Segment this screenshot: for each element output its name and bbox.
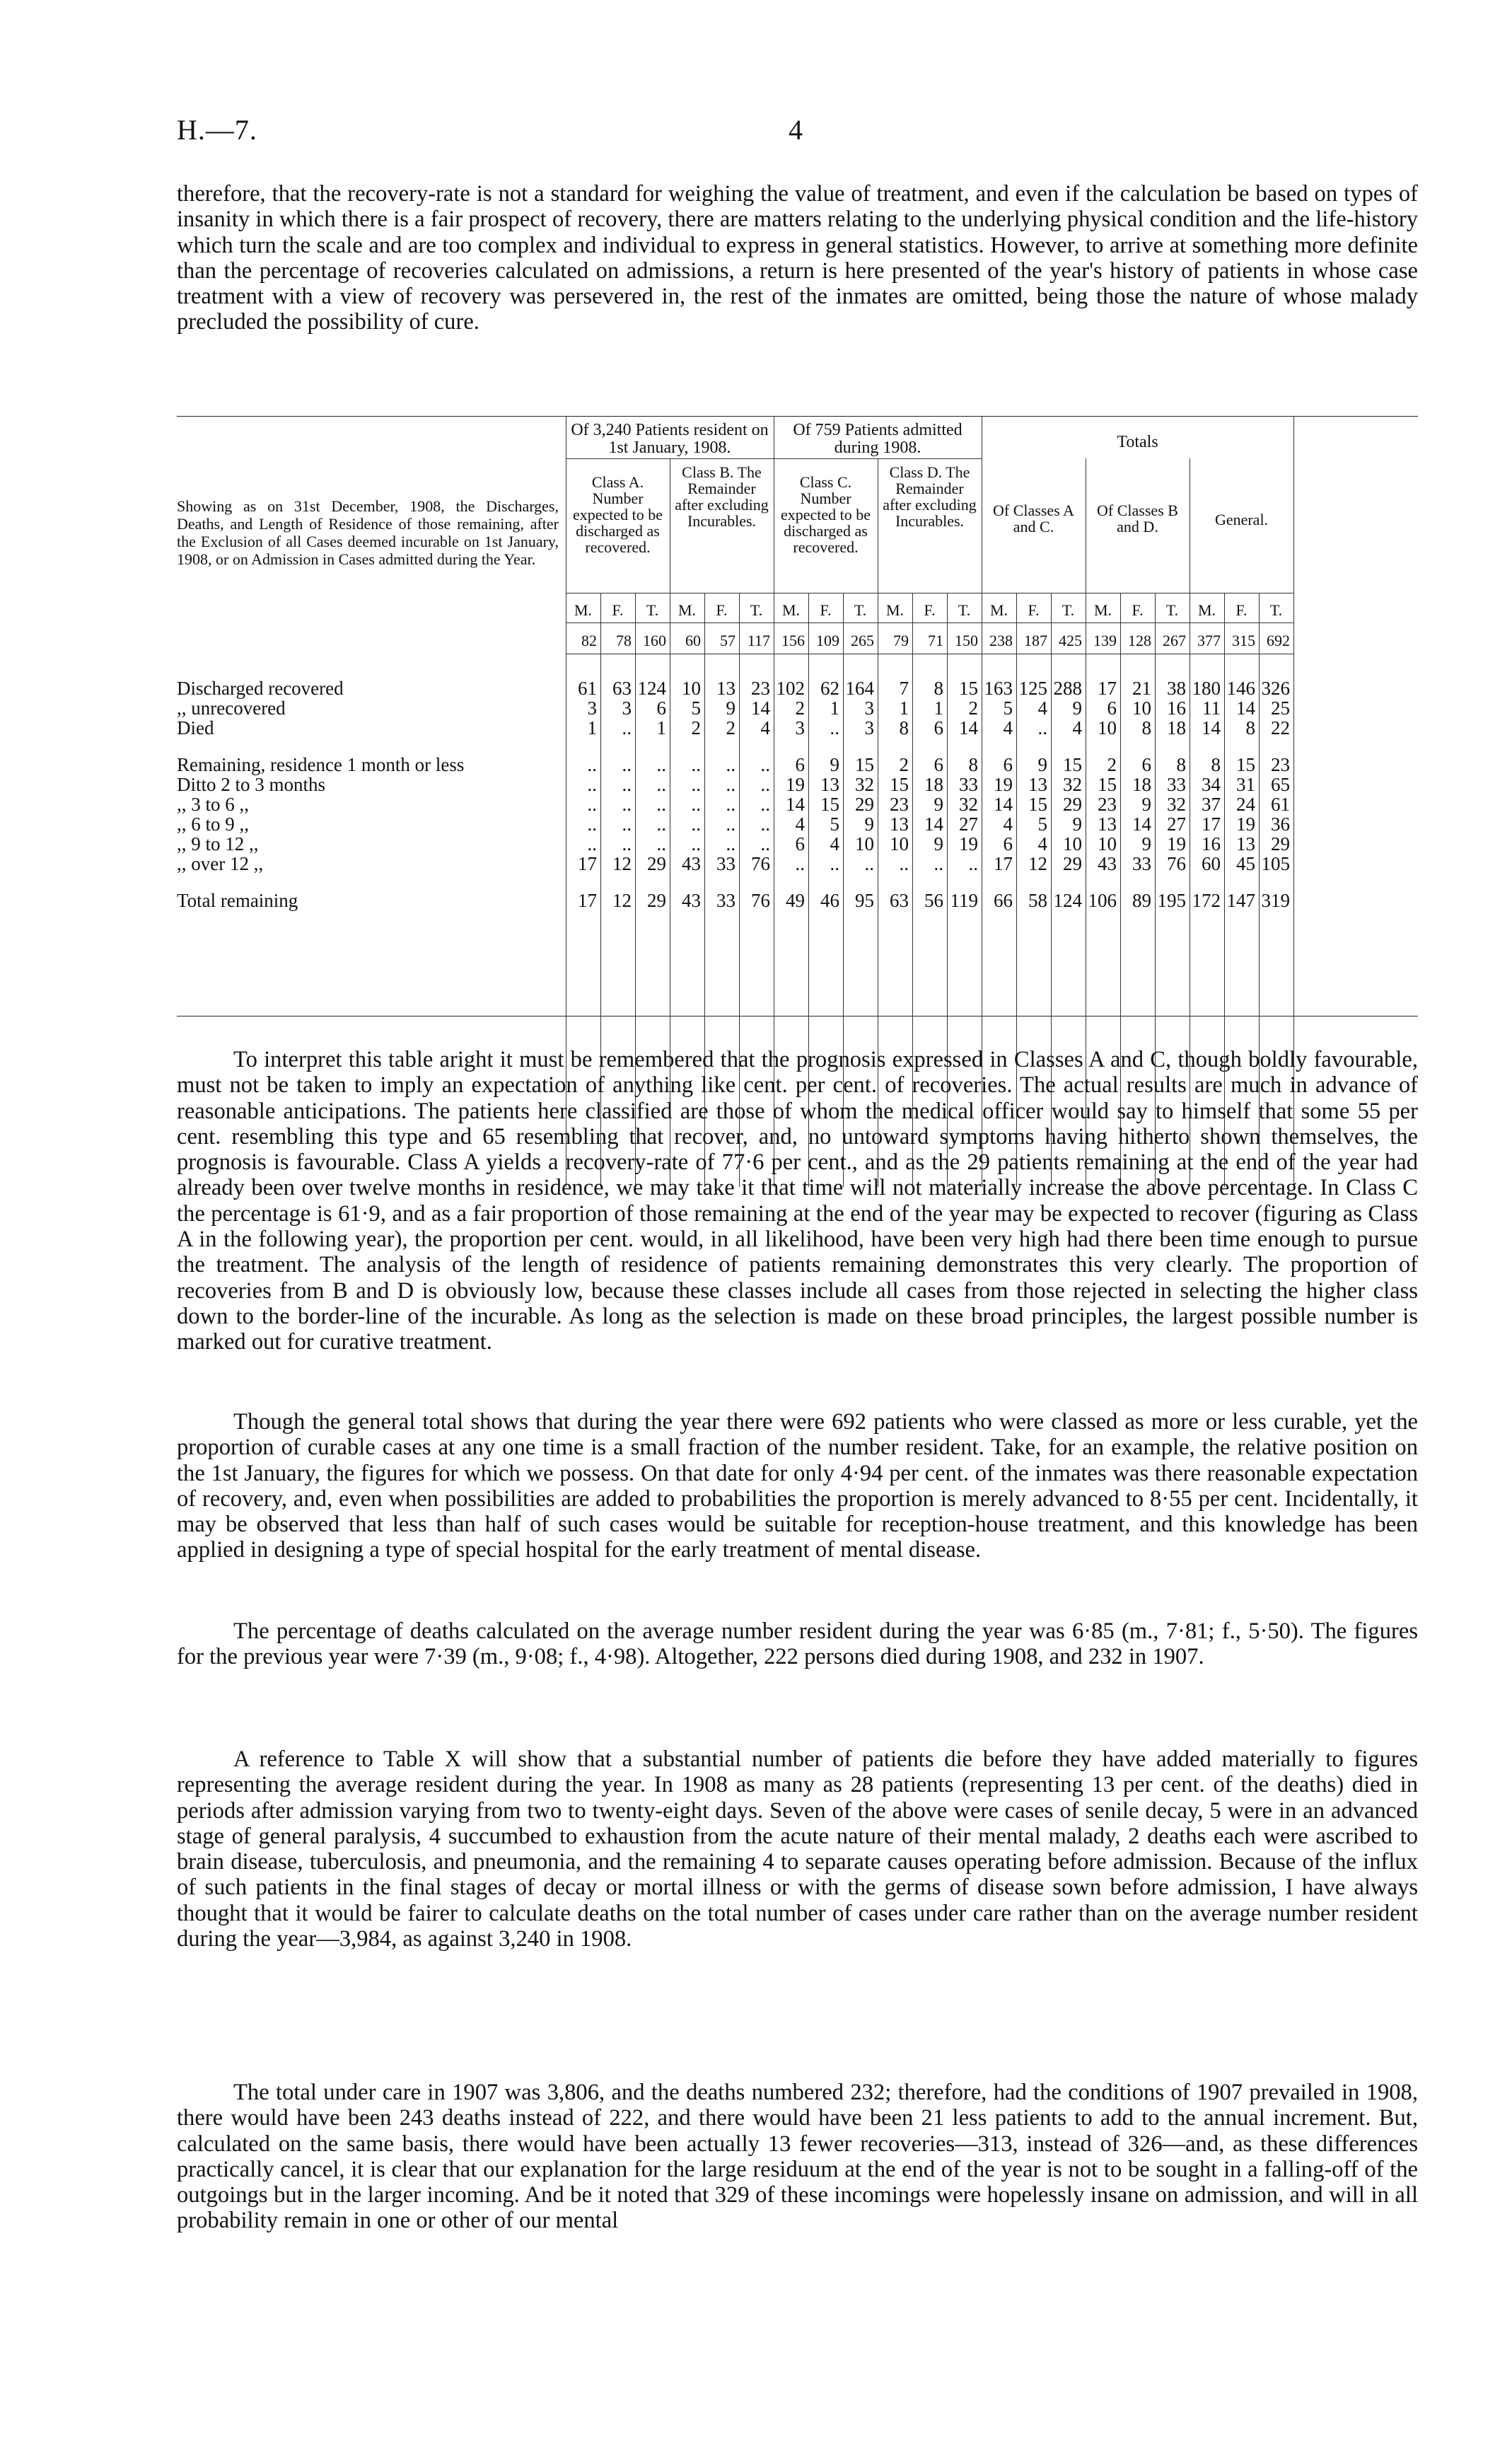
table-subheader: T. xyxy=(1269,601,1283,619)
table-column-total: 425 xyxy=(1059,632,1082,649)
table-subheader: T. xyxy=(1062,601,1075,619)
table-subheader: M. xyxy=(885,601,905,619)
table-row-label xyxy=(177,754,562,776)
table-cell: 5 xyxy=(1037,813,1047,835)
table-cell: 19 xyxy=(1167,833,1186,855)
table-column-total: 109 xyxy=(816,632,839,649)
table-cell: .. xyxy=(587,754,597,775)
table-cell: 76 xyxy=(751,853,770,874)
table-cell: 18 xyxy=(1132,774,1151,795)
table-subheader: M. xyxy=(781,601,801,619)
table-cell: 95 xyxy=(855,890,874,911)
table-cell: .. xyxy=(1037,717,1047,738)
table-cell: 18 xyxy=(924,774,943,795)
table-cell: 8 xyxy=(968,754,978,775)
table-cell: 33 xyxy=(1167,774,1186,795)
table-stub-description: Showing as on 31st December, 1908, the Discharges, Deaths, and Length of Residence of those remaining, after the Exclusion of all Cases deemed incurable on 1st January, 1908, or on Admission in Cases admitted during the Year. xyxy=(177,497,559,568)
table-cell: 60 xyxy=(1202,853,1221,874)
table-row-label-text: Total remaining xyxy=(177,890,298,911)
table-cell: 6 xyxy=(1003,833,1013,855)
table-cell: 24 xyxy=(1236,794,1255,815)
table-cell: 3 xyxy=(622,697,632,719)
table-row-label xyxy=(177,678,562,700)
table-cell: 8 xyxy=(1211,754,1221,775)
table-cell: 15 xyxy=(855,754,874,775)
table-column-header: Class A. Number expected to be discharged as recovered. xyxy=(572,473,663,556)
table-cell: .. xyxy=(587,794,597,815)
table-cell: 66 xyxy=(994,890,1013,911)
table-cell: 13 xyxy=(716,678,735,699)
table-row-label-text: ,, 6 to 9 ,, xyxy=(177,813,250,835)
table-column-total: 79 xyxy=(893,632,909,649)
table-cell: 29 xyxy=(1063,794,1082,815)
table-row-label-text: ,, unrecovered xyxy=(177,697,286,719)
table-cell: .. xyxy=(726,754,735,775)
table-cell: 14 xyxy=(751,697,770,719)
table-cell: 2 xyxy=(1107,754,1117,775)
table-cell: .. xyxy=(691,794,701,815)
table-cell: 9 xyxy=(934,833,943,855)
table-cell: 1 xyxy=(899,697,909,719)
table-cell: 58 xyxy=(1028,890,1047,911)
table-cell: 32 xyxy=(855,774,874,795)
table-subheader: T. xyxy=(1165,601,1179,619)
table-cell: 61 xyxy=(578,678,597,699)
table-group-header: Of 3,240 Patients resident on 1st January, 1908. xyxy=(571,421,769,457)
table-row-label-text: ,, over 12 ,, xyxy=(177,853,264,874)
table-cell: 124 xyxy=(637,678,666,699)
table-cell: 61 xyxy=(1271,794,1290,815)
table-cell: 3 xyxy=(864,697,874,719)
table-cell: 8 xyxy=(899,717,909,738)
table-cell: 4 xyxy=(1037,833,1047,855)
table-cell: 102 xyxy=(776,678,805,699)
table-column-total: 187 xyxy=(1024,632,1047,649)
table-cell: 19 xyxy=(786,774,805,795)
table-cell: 106 xyxy=(1088,890,1117,911)
table-cell: 119 xyxy=(950,890,978,911)
table-subheader: F. xyxy=(924,601,936,619)
table-cell: 65 xyxy=(1271,774,1290,795)
table-cell: 23 xyxy=(1271,754,1290,775)
table-cell: 12 xyxy=(1028,853,1047,874)
table-cell: 29 xyxy=(855,794,874,815)
paragraph-general-total: Though the general total shows that during the year there were 692 patients who were classed as more or less curable, yet the proportion of curable cases at any one time is a small fraction of the number resident. Take, for an example, the relative position on the 1st January, the figures for which we possess. On that date for only 4·94 per cent. of the inmates was there reasonable expectation of recovery, and, even when possibilities are added to probabilities the proportion is merely advanced to 8·55 per cent. Incidentally, it may be observed that less than half of such cases would be suitable for reception-house treatment, and this knowledge has been applied in designing a type of special hospital for the early treatment of mental disease. xyxy=(177,1409,1418,1563)
table-cell: 49 xyxy=(786,890,805,911)
table-row-label-text: Ditto 2 to 3 months xyxy=(177,774,326,795)
table-cell: .. xyxy=(691,774,701,795)
paragraph-total-under-care: The total under care in 1907 was 3,806, and the deaths numbered 232; therefore, had the conditions of 1907 prevailed in 1908, there would have been 243 deaths instead of 222, and there would have been 21 less patients to add to the annual increment. But, calculated on the same basis, there would have been actually 13 fewer recoveries—313, instead of 326—and, as these differences practically cancel, it is clear that our explanation for the large residuum at the end of the year is not to be sought in a falling-off of the outgoings but in the larger incoming. And be it noted that 329 of these incomings were hopelessly insane on admission, and will in all probability remain in one or other of our mental xyxy=(177,2080,1418,2234)
table-subheader: M. xyxy=(989,601,1008,619)
table-cell: 14 xyxy=(959,717,978,738)
table-cell: 32 xyxy=(1063,774,1082,795)
table-cell: 6 xyxy=(795,754,805,775)
table-cell: 33 xyxy=(716,853,735,874)
table-top-rule xyxy=(177,416,1418,417)
table-cell: 6 xyxy=(795,833,805,855)
table-row-label xyxy=(177,853,562,875)
table-column-total: 117 xyxy=(747,632,770,649)
table-column-total: 71 xyxy=(928,632,943,649)
table-cell: 38 xyxy=(1167,678,1186,699)
table-column-header: Class C. Number expected to be discharged as recovered. xyxy=(780,473,871,556)
document-reference: H.—7. xyxy=(177,114,257,146)
table-column-total: 377 xyxy=(1197,632,1221,649)
table-cell: 25 xyxy=(1271,697,1290,719)
table-cell: 3 xyxy=(864,717,874,738)
table-cell: .. xyxy=(691,833,701,855)
table-cell: 17 xyxy=(578,890,597,911)
table-cell: 16 xyxy=(1202,833,1221,855)
table-cell: 6 xyxy=(1003,754,1013,775)
table-cell: 13 xyxy=(1098,813,1117,835)
table-cell: 12 xyxy=(612,853,632,874)
paragraph-death-percentage: The percentage of deaths calculated on the average number resident during the year was 6·85 (m., 7·81; f., 5·50). The figures for the previous year were 7·39 (m., 9·08; f., 4·98). Altogether, 222 persons died during 1908, and 232 in 1907. xyxy=(177,1618,1418,1670)
table-cell: 125 xyxy=(1018,678,1047,699)
table-cell: .. xyxy=(864,853,874,874)
table-cell: .. xyxy=(726,794,735,815)
table-cell: 5 xyxy=(691,697,701,719)
table-subheader: T. xyxy=(854,601,867,619)
table-cell: 32 xyxy=(1167,794,1186,815)
table-cell: 13 xyxy=(1236,833,1255,855)
table-row-label xyxy=(177,794,562,816)
table-cell: 27 xyxy=(1167,813,1186,835)
table-row-label xyxy=(177,717,562,739)
table-cell: 15 xyxy=(1028,794,1047,815)
table-column-total: 692 xyxy=(1267,632,1290,649)
table-cell: .. xyxy=(656,754,666,775)
table-cell: 10 xyxy=(1098,717,1117,738)
table-subheader: M. xyxy=(1197,601,1216,619)
table-cell: 2 xyxy=(726,717,735,738)
table-cell: .. xyxy=(656,774,666,795)
table-group-header: Of 759 Patients admitted during 1908. xyxy=(793,421,963,457)
table-cell: 3 xyxy=(587,697,597,719)
table-subheader: F. xyxy=(716,601,728,619)
table-cell: 4 xyxy=(1072,717,1082,738)
table-cell: 36 xyxy=(1271,813,1290,835)
table-cell: .. xyxy=(622,794,632,815)
table-cell: 319 xyxy=(1261,890,1290,911)
table-cell: 31 xyxy=(1236,774,1255,795)
table-cell: 6 xyxy=(1141,754,1151,775)
table-cell: 14 xyxy=(994,794,1013,815)
table-cell: 4 xyxy=(795,813,805,835)
table-cell: 9 xyxy=(1037,754,1047,775)
table-cell: 19 xyxy=(994,774,1013,795)
table-column-header: General. xyxy=(1214,511,1269,528)
table-cell: 8 xyxy=(1141,717,1151,738)
table-cell: 29 xyxy=(1271,833,1290,855)
table-cell: 62 xyxy=(820,678,839,699)
table-cell: 8 xyxy=(1176,754,1186,775)
table-cell: 63 xyxy=(890,890,909,911)
table-cell: 89 xyxy=(1132,890,1151,911)
table-cell: 16 xyxy=(1167,697,1186,719)
table-cell: 7 xyxy=(899,678,909,699)
table-cell: 9 xyxy=(830,754,839,775)
table-cell: 34 xyxy=(1202,774,1221,795)
table-cell: 29 xyxy=(1063,853,1082,874)
table-cell: 43 xyxy=(682,853,701,874)
table-cell: 27 xyxy=(959,813,978,835)
table-cell: 288 xyxy=(1053,678,1082,699)
table-cell: 164 xyxy=(845,678,874,699)
table-cell: 10 xyxy=(1098,833,1117,855)
table-cell: .. xyxy=(691,813,701,835)
table-cell: 33 xyxy=(716,890,735,911)
table-cell: 9 xyxy=(1072,697,1082,719)
table-cell: 23 xyxy=(1098,794,1117,815)
table-cell: 15 xyxy=(1063,754,1082,775)
table-cell: 172 xyxy=(1192,890,1221,911)
table-cell: 43 xyxy=(1098,853,1117,874)
table-cell: 14 xyxy=(924,813,943,835)
table-cell: .. xyxy=(656,794,666,815)
table-subheader: T. xyxy=(958,601,971,619)
table-row-label xyxy=(177,813,562,835)
table-cell: .. xyxy=(830,717,839,738)
table-cell: 76 xyxy=(751,890,770,911)
table-cell: .. xyxy=(726,774,735,795)
table-cell: 147 xyxy=(1226,890,1255,911)
table-cell: 326 xyxy=(1261,678,1290,699)
table-cell: .. xyxy=(830,853,839,874)
table-cell: 17 xyxy=(1098,678,1117,699)
table-cell: 17 xyxy=(994,853,1013,874)
table-cell: 19 xyxy=(1236,813,1255,835)
table-cell: 1 xyxy=(656,717,666,738)
table-subheader: F. xyxy=(820,601,832,619)
table-cell: 9 xyxy=(864,813,874,835)
table-cell: .. xyxy=(656,813,666,835)
table-row-label xyxy=(177,890,562,912)
table-cell: .. xyxy=(656,833,666,855)
table-row-label xyxy=(177,697,562,719)
table-cell: .. xyxy=(726,833,735,855)
table-cell: 105 xyxy=(1261,853,1290,874)
table-cell: .. xyxy=(968,853,978,874)
page-number: 4 xyxy=(789,114,803,146)
table-cell: 12 xyxy=(612,890,632,911)
table-column-header: Class D. The Remainder after excluding Incurables. xyxy=(883,463,977,530)
table-cell: 2 xyxy=(899,754,909,775)
table-cell: 4 xyxy=(1003,813,1013,835)
table-subheader: M. xyxy=(678,601,697,619)
table-cell: .. xyxy=(691,754,701,775)
table-subheader: F. xyxy=(1028,601,1040,619)
table-cell: 10 xyxy=(855,833,874,855)
table-cell: 6 xyxy=(934,717,943,738)
table-cell: 5 xyxy=(830,813,839,835)
table-column-total: 128 xyxy=(1128,632,1151,649)
table-row-label xyxy=(177,774,562,796)
table-cell: 33 xyxy=(959,774,978,795)
table-column-total: 78 xyxy=(616,632,632,649)
table-cell: 11 xyxy=(1202,697,1221,719)
table-cell: 14 xyxy=(786,794,805,815)
table-group-header: Totals xyxy=(1117,433,1158,451)
table-column-total: 139 xyxy=(1093,632,1117,649)
table-column-total: 150 xyxy=(955,632,978,649)
table-cell: .. xyxy=(587,813,597,835)
table-cell: .. xyxy=(760,794,770,815)
table-row-label-text: ,, 9 to 12 ,, xyxy=(177,833,259,855)
table-cell: 4 xyxy=(830,833,839,855)
paragraph-interpretation: To interpret this table aright it must be remembered that the prognosis expressed in Classes A and C, though boldly favourable, must not be taken to imply an expectation of anything like cent. per cent. of recoveries. The actual results are much in advance of reasonable anticipations. The patients here classified are those of whom the medical officer would say to himself that some 55 per cent. resembling this type and 65 resembling that recover, and, no untoward symptoms having hitherto shown themselves, the prognosis is favourable. Class A yields a recovery-rate of 77·6 per cent., and as the 29 patients remaining at the end of the year had already been over twelve months in residence, we may take it that time will not materially increase the above percentage. In Class C the percentage is 61·9, and as a fair proportion of those remaining at the end of the year may be expected to recover (figuring as Class A in the following year), the proportion per cent. would, in all likelihood, have been very high had there been time enough to pursue the treatment. The analysis of the length of residence of patients remaining demonstrates this very clearly. The proportion of recoveries from B and D is obviously low, because these classes include all cases from those rejected in selecting the higher class down to the border-line of the incurable. As long as the selection is made on these broad principles, the largest possible number is marked out for curative treatment. xyxy=(177,1047,1418,1355)
table-subheader: F. xyxy=(612,601,624,619)
table-cell: 4 xyxy=(1037,697,1047,719)
table-cell: 5 xyxy=(1003,697,1013,719)
table-cell: .. xyxy=(760,754,770,775)
table-cell: 37 xyxy=(1202,794,1221,815)
table-cell: 15 xyxy=(820,794,839,815)
table-cell: 9 xyxy=(1141,794,1151,815)
table-row-label-text: Discharged recovered xyxy=(177,678,344,699)
table-subheader: T. xyxy=(750,601,763,619)
table-cell: .. xyxy=(795,853,805,874)
table-cell: 2 xyxy=(691,717,701,738)
table-cell: 10 xyxy=(1063,833,1082,855)
table-cell: 10 xyxy=(890,833,909,855)
table-column-header: Class B. The Remainder after excluding Incurables. xyxy=(675,463,769,530)
table-cell: 2 xyxy=(968,697,978,719)
table-cell: 22 xyxy=(1271,717,1290,738)
table-cell: 13 xyxy=(890,813,909,835)
table-cell: .. xyxy=(760,813,770,835)
table-cell: 21 xyxy=(1132,678,1151,699)
table-cell: 6 xyxy=(934,754,943,775)
table-cell: 6 xyxy=(656,697,666,719)
statistics-table xyxy=(177,416,1418,1024)
table-column-total: 238 xyxy=(989,632,1013,649)
table-cell: 14 xyxy=(1202,717,1221,738)
table-cell: 14 xyxy=(1132,813,1151,835)
table-cell: 9 xyxy=(1072,813,1082,835)
table-subheader: M. xyxy=(574,601,593,619)
table-cell: 46 xyxy=(820,890,839,911)
table-subheader: F. xyxy=(1132,601,1144,619)
page-header xyxy=(177,113,1414,156)
table-cell: .. xyxy=(622,774,632,795)
table-cell: 8 xyxy=(1245,717,1255,738)
table-row-label-text: Remaining, residence 1 month or less xyxy=(177,754,465,775)
table-cell: 45 xyxy=(1236,853,1255,874)
table-cell: 4 xyxy=(1003,717,1013,738)
table-cell: 180 xyxy=(1192,678,1221,699)
table-cell: 14 xyxy=(1236,697,1255,719)
table-column-total: 267 xyxy=(1163,632,1186,649)
table-cell: .. xyxy=(726,813,735,835)
table-cell: 15 xyxy=(1098,774,1117,795)
table-column-total: 156 xyxy=(781,632,805,649)
table-cell: 19 xyxy=(959,833,978,855)
table-cell: .. xyxy=(587,833,597,855)
table-cell: 3 xyxy=(795,717,805,738)
table-column-total: 160 xyxy=(643,632,666,649)
table-cell: 10 xyxy=(682,678,701,699)
table-cell: .. xyxy=(622,813,632,835)
header-group-rule xyxy=(566,458,982,459)
table-cell: 9 xyxy=(726,697,735,719)
table-cell: .. xyxy=(760,833,770,855)
table-cell: 4 xyxy=(760,717,770,738)
table-cell: .. xyxy=(760,774,770,795)
table-cell: 56 xyxy=(924,890,943,911)
table-cell: 29 xyxy=(647,890,666,911)
table-cell: .. xyxy=(899,853,909,874)
table-cell: .. xyxy=(587,774,597,795)
table-column-header: Of Classes B and D. xyxy=(1097,502,1178,535)
table-cell: 13 xyxy=(1028,774,1047,795)
paragraph-table-x: A reference to Table X will show that a substantial number of patients die before they have added materially to figures representing the average resident during the year. In 1908 as many as 28 patients (representing 13 per cent. of the deaths) died in periods after admission varying from two to twenty-eight days. Seven of the above were cases of senile decay, 5 were in an advanced stage of general paralysis, 4 succumbed to exhaustion from the acute nature of their mental malady, 2 deaths each were ascribed to brain disease, tuberculosis, and pneumonia, and the remaining 4 to separate causes operating before admission. Because of the influx of such patients in the final stages of decay or mortal illness or with the germs of disease sown before admission, I have always thought that it would be fairer to calculate deaths on the total number of cases under care rather than on the average number resident during the year—3,984, as against 3,240 in 1908. xyxy=(177,1747,1418,1952)
table-row-label xyxy=(177,833,562,855)
table-cell: 15 xyxy=(1236,754,1255,775)
table-subheader: F. xyxy=(1235,601,1248,619)
table-cell: 32 xyxy=(959,794,978,815)
table-cell: 2 xyxy=(795,697,805,719)
table-column-header: Of Classes A and C. xyxy=(993,502,1074,535)
table-cell: 17 xyxy=(1202,813,1221,835)
table-row-label-text: Died xyxy=(177,717,214,738)
table-cell: 124 xyxy=(1053,890,1082,911)
intro-paragraph: therefore, that the recovery-rate is not a standard for weighing the value of treatment, and even if the calculation be based on types of insanity in which there is a fair prospect of recovery, there are matters relating to the underlying physical condition and the life-history which turn the scale and are too complex and individual to express in general statistics. However, to arrive at something more definite than the percentage of recoveries calculated on admissions, a return is here presented of the year's history of patients in whose case treatment with a view of recovery was persevered in, the rest of the inmates are omitted, being those the nature of whose malady precluded the possibility of cure. xyxy=(177,181,1418,335)
table-cell: 15 xyxy=(890,774,909,795)
table-column-total: 60 xyxy=(685,632,701,649)
table-cell: 146 xyxy=(1226,678,1255,699)
table-cell: 8 xyxy=(934,678,943,699)
table-cell: 1 xyxy=(934,697,943,719)
table-cell: 29 xyxy=(647,853,666,874)
table-cell: 23 xyxy=(890,794,909,815)
table-column-total: 265 xyxy=(851,632,874,649)
table-cell: 9 xyxy=(934,794,943,815)
table-cell: 10 xyxy=(1132,697,1151,719)
table-cell: .. xyxy=(622,833,632,855)
table-cell: 63 xyxy=(612,678,632,699)
table-column-total: 57 xyxy=(720,632,735,649)
table-cell: .. xyxy=(934,853,943,874)
table-cell: 76 xyxy=(1167,853,1186,874)
table-column-total: 82 xyxy=(581,632,597,649)
table-cell: 18 xyxy=(1167,717,1186,738)
table-column-total: 315 xyxy=(1232,632,1255,649)
table-cell: 13 xyxy=(820,774,839,795)
header-sub-rule xyxy=(566,622,1293,623)
table-subheader: M. xyxy=(1093,601,1112,619)
table-cell: 163 xyxy=(984,678,1013,699)
table-cell: 9 xyxy=(1141,833,1151,855)
table-cell: 17 xyxy=(578,853,597,874)
table-subheader: T. xyxy=(646,601,659,619)
table-cell: 23 xyxy=(751,678,770,699)
table-row-label-text: ,, 3 to 6 ,, xyxy=(177,794,250,815)
table-cell: .. xyxy=(622,717,632,738)
table-cell: 1 xyxy=(830,697,839,719)
table-cell: 1 xyxy=(587,717,597,738)
table-cell: 15 xyxy=(959,678,978,699)
table-cell: .. xyxy=(622,754,632,775)
table-cell: 43 xyxy=(682,890,701,911)
table-cell: 6 xyxy=(1107,697,1117,719)
table-cell: 33 xyxy=(1132,853,1151,874)
table-cell: 195 xyxy=(1157,890,1186,911)
